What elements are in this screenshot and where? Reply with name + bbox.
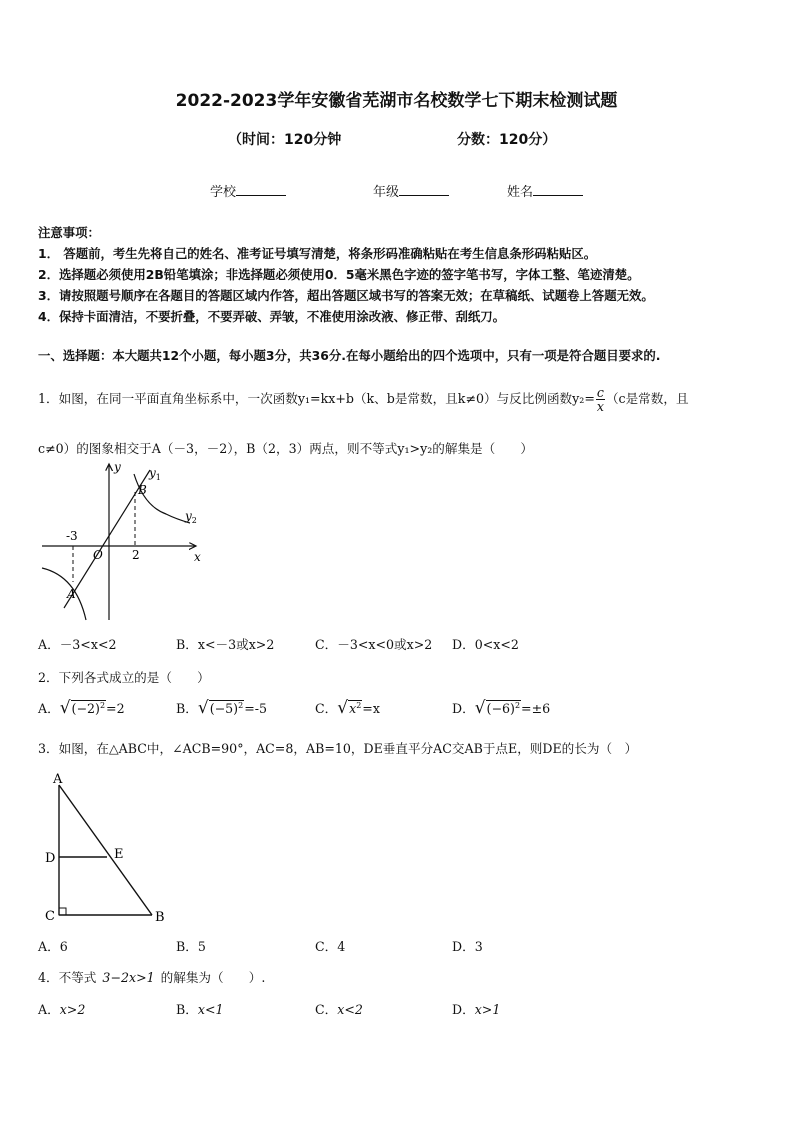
q4-option-b[interactable]: B．x<1 bbox=[176, 1002, 224, 1017]
q1-line1 bbox=[38, 386, 689, 413]
exam-time: （时间：120分钟 bbox=[228, 132, 342, 148]
radicand: $x^2$ bbox=[349, 700, 362, 716]
side-ab bbox=[59, 785, 152, 915]
q3-triangle-figure bbox=[38, 768, 178, 928]
name-label: 姓名 bbox=[507, 185, 534, 200]
note-item: 2．选择题必须使用2B铅笔填涂；非选择题必须使用0．5毫米黑色字迹的签字笔书写，字体工整、笔迹清楚。 bbox=[38, 267, 640, 282]
q2-d-label: D． bbox=[452, 701, 475, 716]
name-field bbox=[507, 181, 583, 200]
school-label: 学校 bbox=[210, 185, 237, 200]
q1-graph bbox=[38, 458, 213, 624]
q2-option-d[interactable]: D．$√(-6)^2=\pm 6$ bbox=[452, 698, 551, 718]
note-item: 4．保持卡面清洁，不要折叠，不要弄破、弄皱，不准使用涂改液、修正带、刮纸刀。 bbox=[38, 309, 506, 324]
grade-field bbox=[373, 181, 449, 200]
page-title: 2022-2023学年安徽省芜湖市名校数学七下期末检测试题 bbox=[175, 91, 618, 111]
q1-text-b: （c是常数，且 bbox=[605, 391, 689, 406]
y-axis-label: y bbox=[114, 460, 121, 474]
q4-option-d[interactable]: D．x>1 bbox=[452, 1002, 501, 1017]
name-blank[interactable] bbox=[533, 183, 583, 196]
q1-line2: c≠0）的图象相交于A（－3，－2），B（2，3）两点，则不等式y₁>y₂的解集是（ ） bbox=[38, 441, 534, 456]
q1-option-c[interactable]: C．－3<x<0或x>2 bbox=[315, 637, 433, 652]
q4-stem: 4．不等式 3−2x>1 的解集为（ ）. bbox=[38, 970, 266, 985]
point-e: E bbox=[114, 847, 124, 862]
vertex-c: C bbox=[45, 909, 55, 924]
q1-option-d[interactable]: D．0<x<2 bbox=[452, 637, 519, 652]
q2-option-c[interactable]: C．$√x^2=x$ bbox=[315, 698, 380, 718]
q2-option-a[interactable]: A．$√(-2)^2=2$ bbox=[38, 698, 125, 718]
q4-option-c[interactable]: C．x<2 bbox=[315, 1002, 363, 1017]
q1-frac-den: x bbox=[596, 399, 604, 414]
origin-label: O bbox=[93, 548, 103, 562]
x-axis-label: x bbox=[194, 550, 201, 564]
radicand: $(-2)^2$ bbox=[71, 700, 106, 716]
radicand: $(-5)^2$ bbox=[209, 700, 244, 716]
exam-score: 分数：120分） bbox=[457, 132, 557, 148]
vertex-a: A bbox=[53, 772, 63, 787]
q3-stem: 3．如图，在△ABC中，∠ACB=90°，AC=8，AB=10，DE垂直平分AC交AB于点E，则DE的长为（ ） bbox=[38, 741, 638, 756]
point-d: D bbox=[45, 851, 56, 866]
q1-option-b[interactable]: B．x<－3或x>2 bbox=[176, 637, 275, 652]
school-blank[interactable] bbox=[236, 183, 286, 196]
q2-b-label: B． bbox=[176, 701, 198, 716]
notes-heading: 注意事项： bbox=[38, 225, 100, 240]
hyperbola-q3-branch bbox=[42, 568, 86, 620]
q3-option-d[interactable]: D．3 bbox=[452, 939, 483, 954]
vertex-b: B bbox=[155, 910, 165, 925]
q4-inequality: 3−2x>1 bbox=[102, 970, 155, 985]
grade-blank[interactable] bbox=[399, 183, 449, 196]
q2-option-b[interactable]: B．$√(-5)^2=-5$ bbox=[176, 698, 268, 718]
tick-neg3: -3 bbox=[66, 529, 78, 543]
q3-option-a[interactable]: A．6 bbox=[38, 939, 68, 954]
curve-y1-label: $y_1$ bbox=[149, 466, 161, 482]
sqrt-icon: √ bbox=[197, 698, 209, 718]
q1-frac-num: c bbox=[596, 385, 604, 400]
q4-option-a[interactable]: A．x>2 bbox=[38, 1002, 86, 1017]
q1-option-a[interactable]: A．－3<x<2 bbox=[38, 637, 117, 652]
right-angle-mark bbox=[59, 908, 66, 915]
q1-text-a: 1．如图，在同一平面直角坐标系中，一次函数y₁=kx+b（k、b是常数，且k≠0）与反比例函数y₂= bbox=[38, 391, 595, 406]
sqrt-icon: √ bbox=[337, 698, 349, 718]
sqrt-icon: √ bbox=[474, 698, 486, 718]
school-field bbox=[210, 181, 286, 200]
q1-fraction bbox=[596, 386, 605, 413]
section-heading: 一、选择题：本大题共12个小题，每小题3分，共36分.在每小题给出的四个选项中，只有一项是符合题目要求的. bbox=[38, 348, 661, 363]
q2-a-label: A． bbox=[38, 701, 60, 716]
q3-option-b[interactable]: B．5 bbox=[176, 939, 206, 954]
radicand: $(-6)^2$ bbox=[486, 700, 521, 716]
point-a-label: A bbox=[67, 587, 76, 601]
q2-stem: 2．下列各式成立的是（ ） bbox=[38, 670, 210, 685]
note-item: 1． 答题前，考生先将自己的姓名、准考证号填写清楚，将条形码准确粘贴在考生信息条形码粘贴区。 bbox=[38, 246, 597, 261]
tick-2: 2 bbox=[132, 548, 140, 562]
sqrt-icon: √ bbox=[59, 698, 71, 718]
q3-option-c[interactable]: C．4 bbox=[315, 939, 346, 954]
point-b-label: B bbox=[138, 483, 147, 497]
grade-label: 年级 bbox=[373, 185, 400, 200]
note-item: 3．请按照题号顺序在各题目的答题区域内作答，超出答题区域书写的答案无效；在草稿纸、试题卷上答题无效。 bbox=[38, 288, 654, 303]
q2-c-label: C． bbox=[315, 701, 338, 716]
curve-y2-label: $y_2$ bbox=[185, 509, 197, 525]
